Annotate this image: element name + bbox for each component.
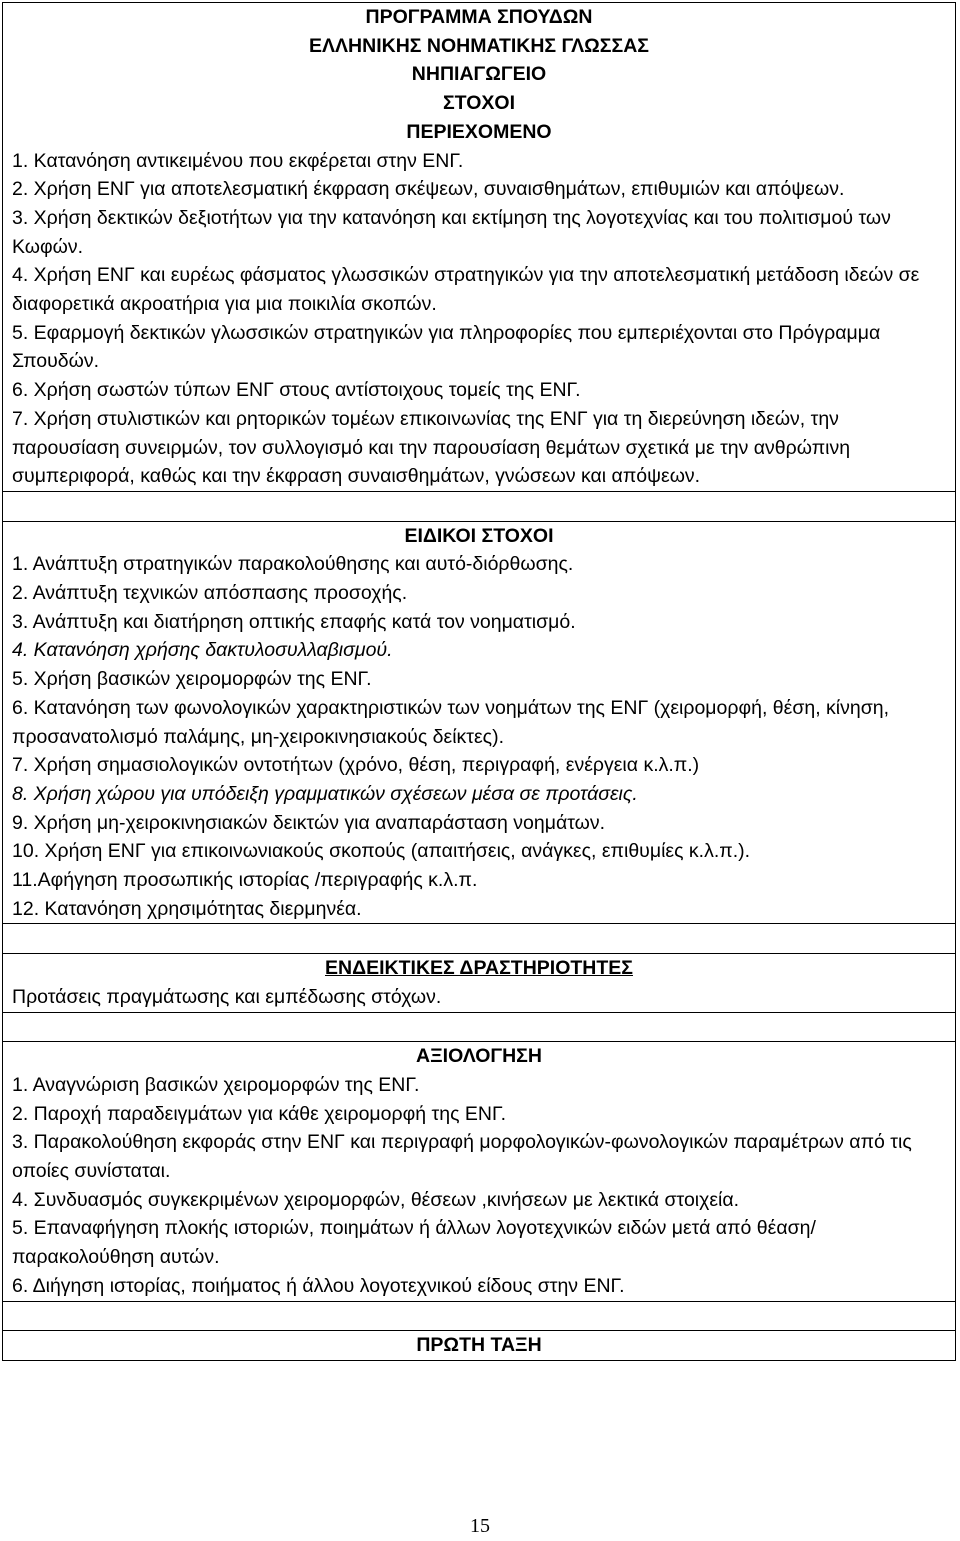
spacer-row <box>3 1012 956 1042</box>
specific-goals-row <box>3 521 956 924</box>
spacer-cell <box>3 1301 956 1331</box>
content-item: 6. Χρήση σωστών τύπων ΕΝΓ στους αντίστοιχους τομείς της ΕΝΓ. <box>12 379 581 402</box>
content-item: 4. Χρήση ΕΝΓ και ευρέως φάσματος γλωσσικών στρατηγικών για την αποτελεσματική μετάδοση ιδεών σε διαφορετικά ακροατήρια για μια ποικιλία σκοπών. <box>12 264 920 316</box>
first-grade-cell <box>3 1331 956 1361</box>
spacer-cell <box>3 491 956 521</box>
assessment-item: 4. Συνδυασμός συγκεκριμένων χειρομορφών, θέσεων ,κινήσεων με λεκτικά στοιχεία. <box>12 1188 740 1211</box>
curriculum-table <box>2 2 956 1361</box>
activities-row <box>3 954 956 1012</box>
specific-goal-item: 10. Χρήση ΕΝΓ για επικοινωνιακούς σκοπούς (απαιτήσεις, ανάγκες, επιθυμίες κ.λ.π.). <box>12 840 751 863</box>
specific-goal-item: 11.Αφήγηση προσωπικής ιστορίας /περιγραφής κ.λ.π. <box>12 869 478 892</box>
specific-goals-cell <box>3 521 956 924</box>
spacer-cell <box>3 924 956 954</box>
school-level: ΝΗΠΙΑΓΩΓΕΙΟ <box>411 63 547 86</box>
assessment-heading: ΑΞΙΟΛΟΓΗΣΗ <box>416 1045 542 1068</box>
content-item: 3. Χρήση δεκτικών δεξιοτήτων για την κατανόηση και εκτίμηση της λογοτεχνίας και του πολιτισμού των Κωφών. <box>12 206 891 258</box>
assessment-row <box>3 1042 956 1301</box>
specific-goal-item: 8. Χρήση χώρου για υπόδειξη γραμματικών σχέσεων μέσα σε προτάσεις. <box>12 782 638 805</box>
assessment-item: 5. Επαναφήγηση πλοκής ιστοριών, ποιημάτων ή άλλων λογοτεχνικών ειδών μετά από θέαση/ παρακολούθηση αυτών. <box>12 1217 816 1269</box>
assessment-item: 2. Παροχή παραδειγμάτων για κάθε χειρομορφή της ΕΝΓ. <box>12 1102 506 1125</box>
activities-heading: ΕΝΔΕΙΚΤΙΚΕΣ ΔΡΑΣΤΗΡΙΟΤΗΤΕΣ <box>325 957 633 980</box>
content-item: 1. Κατανόηση αντικειμένου που εκφέρεται στην ΕΝΓ. <box>12 149 464 172</box>
specific-goal-item: 12. Κατανόηση χρησιμότητας διερμηνέα. <box>12 897 362 920</box>
specific-goal-item: 9. Χρήση μη-χειροκινησιακών δεικτών για αναπαράσταση νοημάτων. <box>12 811 606 834</box>
specific-goal-item: 5. Χρήση βασικών χειρομορφών της ΕΝΓ. <box>12 668 372 691</box>
document-subtitle: ΕΛΛΗΝΙΚΗΣ ΝΟΗΜΑΤΙΚΗΣ ΓΛΩΣΣΑΣ <box>309 34 649 57</box>
specific-goals-heading: ΕΙΔΙΚΟΙ ΣΤΟΧΟΙ <box>404 524 554 547</box>
assessment-cell <box>3 1042 956 1301</box>
activities-cell <box>3 954 956 1012</box>
document-title: ΠΡΟΓΡΑΜΜΑ ΣΠΟΥΔΩΝ <box>365 6 593 28</box>
specific-goal-item: 1. Ανάπτυξη στρατηγικών παρακολούθησης και αυτό-διόρθωσης. <box>12 553 574 576</box>
specific-goal-item: 6. Κατανόηση των φωνολογικών χαρακτηριστικών των νοημάτων της ΕΝΓ (χειρομορφή, θέση, κίνηση, προσανατολισμό παλάμης, μη-χειροκινησιακούς δείκτες). <box>12 696 890 748</box>
spacer-row <box>3 491 956 521</box>
header-cell <box>3 3 956 492</box>
specific-goal-item: 4. Κατανόηση χρήσης δακτυλοσυλλαβισμού. <box>12 639 393 662</box>
specific-goal-item: 2. Ανάπτυξη τεχνικών απόσπασης προσοχής. <box>12 582 408 605</box>
assessment-item: 6. Διήγηση ιστορίας, ποιήματος ή άλλου λογοτεχνικού είδους στην ΕΝΓ. <box>12 1274 625 1297</box>
first-grade-row <box>3 1331 956 1361</box>
spacer-cell <box>3 1012 956 1042</box>
header-row <box>3 3 956 492</box>
assessment-item: 3. Παρακολούθηση εκφοράς στην ΕΝΓ και περιγραφή μορφολογικών-φωνολογικών παραμέτρων από τις οποίες συνίσταται. <box>12 1131 912 1183</box>
content-item: 7. Χρήση στυλιστικών και ρητορικών τομέων επικοινωνίας της ΕΝΓ για τη διερεύνηση ιδεών, την παρουσίαση συνειρμών, τον συλλογισμό και την παρουσίαση θεμάτων σχετικά με την ανθρώπινη συμπεριφορά, καθώς και την έκφραση συναισθημάτων, γνώσεων και απόψεων. <box>12 407 851 488</box>
specific-goal-item: 3. Ανάπτυξη και διατήρηση οπτικής επαφής κατά τον νοηματισμό. <box>12 610 576 633</box>
spacer-row <box>3 924 956 954</box>
spacer-row <box>3 1301 956 1331</box>
content-item: 5. Εφαρμογή δεκτικών γλωσσικών στρατηγικών για πληροφορίες που εμπεριέχονται στο Πρόγραμμα Σπουδών. <box>12 321 881 373</box>
content-heading: ΠΕΡΙΕΧΟΜΕΝΟ <box>406 120 552 143</box>
goals-heading: ΣΤΟΧΟΙ <box>442 92 516 115</box>
specific-goal-item: 7. Χρήση σημασιολογικών οντοτήτων (χρόνο, θέση, περιγραφή, ενέργεια κ.λ.π.) <box>12 754 700 777</box>
assessment-item: 1. Αναγνώριση βασικών χειρομορφών της ΕΝΓ. <box>12 1073 420 1096</box>
activities-text: Προτάσεις πραγμάτωσης και εμπέδωσης στόχων. <box>12 985 442 1008</box>
content-item: 2. Χρήση ΕΝΓ για αποτελεσματική έκφραση σκέψεων, συναισθημάτων, επιθυμιών και απόψεων. <box>12 178 845 201</box>
page-number: 15 <box>470 1515 490 1537</box>
first-grade-heading: ΠΡΩΤΗ ΤΑΞΗ <box>416 1334 542 1357</box>
